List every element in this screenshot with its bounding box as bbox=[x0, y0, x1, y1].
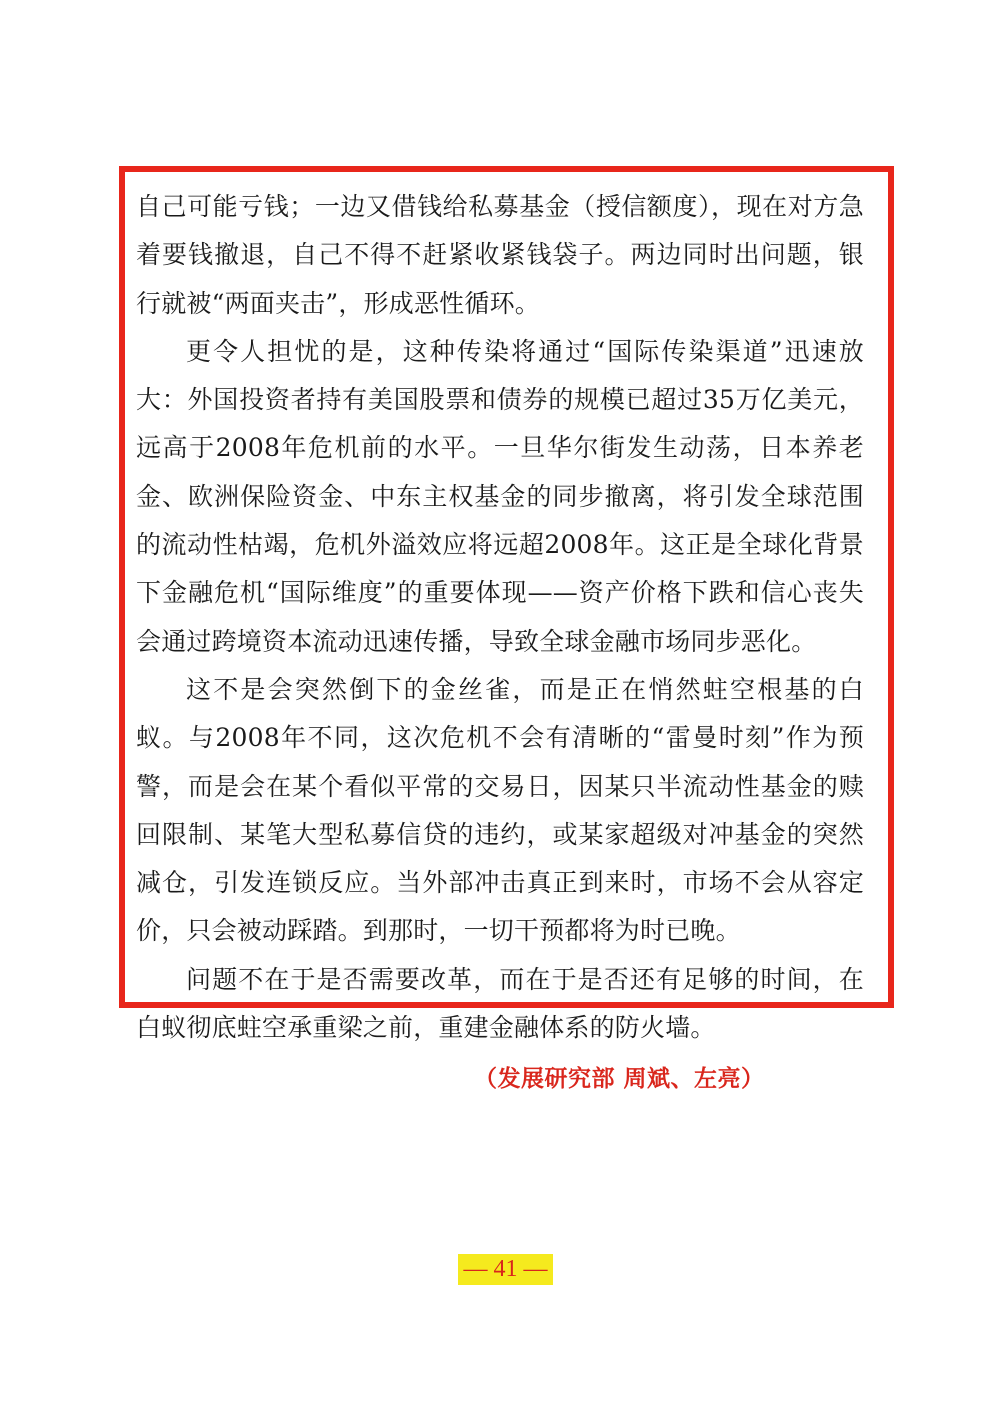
paragraph-3: 这不是会突然倒下的金丝雀，而是正在悄然蛀空根基的白蚁。与2008年不同，这次危机不会有清晰的“雷曼时刻”作为预警，而是会在某个看似平常的交易日，因某只半流动性基金的赎回限制、某笔大型私募信贷的违约，或某家超级对冲基金的突然减仓，引发连锁反应。当外部冲击真正到来时，市场不会从容定价，只会被动踩踏。到那时，一切干预都将为时已晚。 bbox=[136, 674, 864, 946]
document-body bbox=[136, 183, 864, 1052]
paragraph-2: 更令人担忧的是，这种传染将通过“国际传染渠道”迅速放大：外国投资者持有美国股票和债券的规模已超过35万亿美元，远高于2008年危机前的水平。一旦华尔街发生动荡，日本养老金、欧洲保险资金、中东主权基金的同步撤离，将引发全球范围的流动性枯竭，危机外溢效应将远超2008年。这正是全球化背景下金融危机“国际维度”的重要体现——资产价格下跌和信心丧失会通过跨境资本流动迅速传播，导致全球金融市场同步恶化。 bbox=[136, 336, 864, 656]
page-number: — 41 — bbox=[458, 1254, 553, 1285]
paragraph-4: 问题不在于是否需要改革，而在于是否还有足够的时间，在白蚁彻底蛀空承重梁之前，重建金融体系的防火墙。 bbox=[136, 964, 864, 1043]
author-signature: （发展研究部 周斌、左亮） bbox=[474, 1065, 765, 1092]
paragraph-1: 自己可能亏钱；一边又借钱给私募基金（授信额度），现在对方急着要钱撤退，自己不得不赶紧收紧钱袋子。两边同时出问题，银行就被“两面夹击”，形成恶性循环。 bbox=[136, 192, 864, 318]
